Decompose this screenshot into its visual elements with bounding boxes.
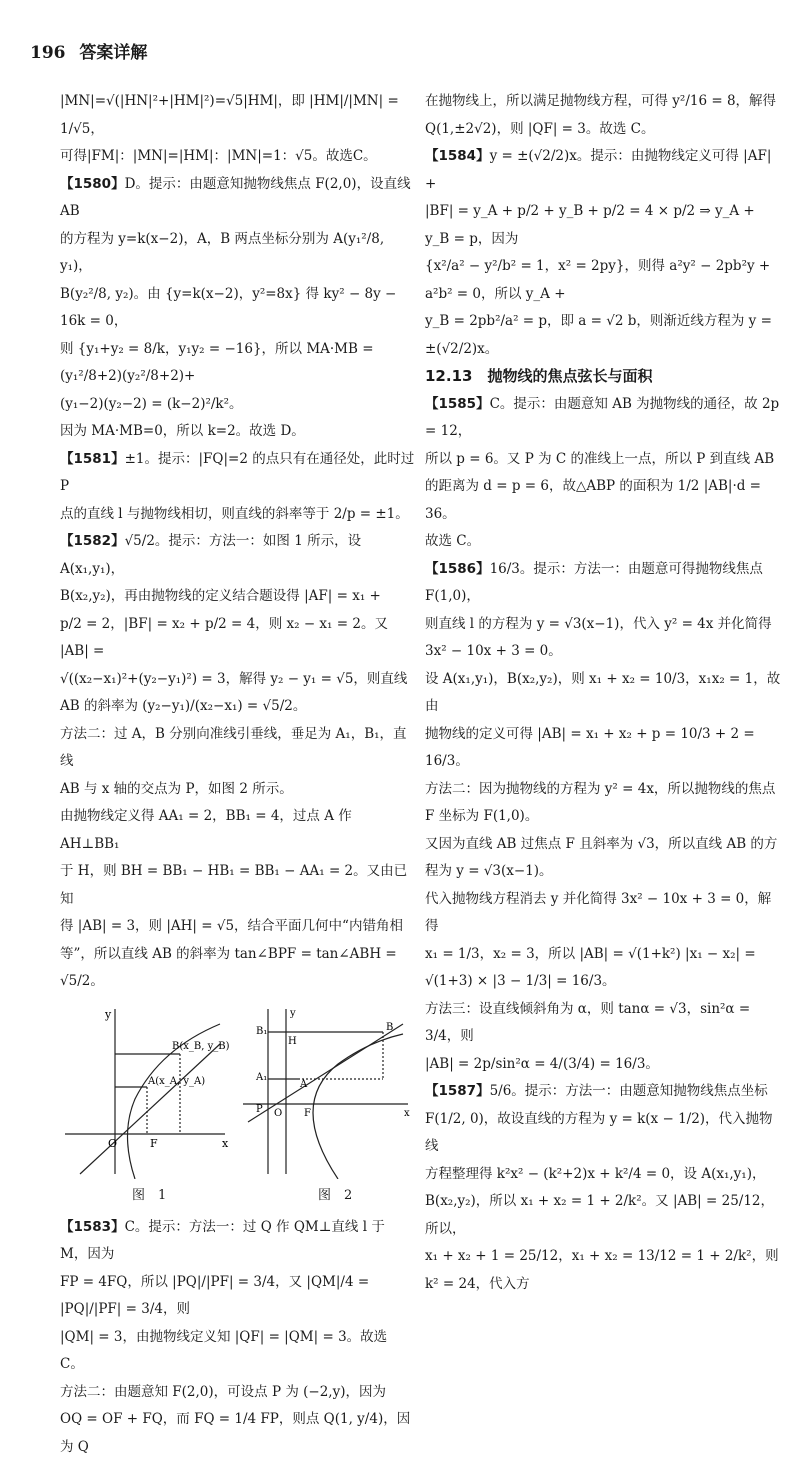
problem-1581: [60, 446, 415, 501]
label-b: B(x_B, y_B): [172, 1040, 230, 1052]
text-line: 5/6。提示：方法一：由题意知抛物线焦点坐标: [489, 1083, 768, 1099]
text-line: 故选 C。: [425, 533, 481, 549]
text-line: 方程整理得 k²x² − (k²+2)x + k²/4 = 0，设 A(x₁,y₁)，: [425, 1165, 766, 1182]
text-line: 点的直线 l 与抛物线相切，则直线的斜率等于 2/p = ±1。: [60, 505, 409, 522]
figure-1: [60, 1004, 230, 1179]
page-title: 答案详解: [79, 43, 148, 63]
text-line: 方法二：因为抛物线的方程为 y² = 4x，所以抛物线的焦点: [425, 780, 776, 797]
label-b1: B₁: [256, 1025, 268, 1037]
text-line: D。提示：由题意知抛物线焦点 F(2,0)，设直线 AB: [60, 175, 411, 219]
problem-id: 【1585】: [425, 395, 490, 412]
label-a: A(x_A, y_A): [148, 1075, 206, 1087]
left-column: [60, 88, 415, 1461]
problem-id: 【1582】: [60, 533, 125, 549]
text-line: 又因为直线 AB 过焦点 F 且斜率为 √3，所以直线 AB 的方: [425, 835, 778, 852]
text-line: AB 与 x 轴的交点为 P，如图 2 所示。: [60, 780, 293, 797]
text-line: 方法二：由题意知 F(2,0)，可设点 P 为 (−2,y)，因为: [60, 1383, 386, 1400]
text-line: √5/2。提示：方法一：如图 1 所示，设 A(x₁,y₁)，: [60, 533, 362, 577]
problem-id: 【1584】: [425, 148, 490, 164]
text-line: {x²/a² − y²/b² = 1，x² = 2py}，则得 a²y² − 2pb²y + a²b² = 0，所以 y_A +: [425, 258, 771, 302]
text-line: F(1/2, 0)，故设直线的方程为 y = k(x − 1/2)，代入抛物线: [425, 1110, 773, 1154]
text-line: 方法二：过 A，B 分别向准线引垂线，垂足为 A₁，B₁，直线: [60, 725, 407, 769]
text-line: √((x₂−x₁)²+(y₂−y₁)²) = 3，解得 y₂ − y₁ = √5，则直线: [60, 670, 408, 687]
text-line: 16/3。提示：方法一：由题意可得抛物线焦点 F(1,0)，: [425, 560, 763, 604]
text-line: B(x₂,y₂)，所以 x₁ + x₂ = 1 + 2/k²。又 |AB| = 25/12，所以，: [425, 1193, 775, 1237]
label-f: F: [150, 1136, 158, 1150]
label-b: B: [386, 1021, 394, 1033]
label-y: y: [105, 1007, 112, 1021]
text-line: 可得|FM|：|MN|=|HM|：|MN|=1：√5。故选C。: [60, 148, 377, 164]
problem-id: 【1586】: [425, 560, 490, 577]
problem-1587: [425, 1078, 783, 1106]
text-line: 抛物线的定义可得 |AB| = x₁ + x₂ + p = 10/3 + 2 = 16/3。: [425, 725, 755, 769]
text-line: 则 {y₁+y₂ = 8/k，y₁y₂ = −16}，所以 MA·MB = (y₁²/8+2)(y₂²/8+2)+: [60, 340, 374, 384]
text-line: p/2 = 2，|BF| = x₂ + p/2 = 4，则 x₂ − x₁ = 2。又 |AB| =: [60, 615, 388, 659]
text-line: C。提示：方法一：过 Q 作 QM⊥直线 l 于 M，因为: [60, 1218, 385, 1262]
text-line: B(x₂,y₂)，再由抛物线的定义结合题设得 |AF| = x₁ +: [60, 588, 381, 604]
problem-1586: [425, 556, 783, 611]
label-f: F: [304, 1107, 311, 1119]
text-line: 于 H，则 BH = BB₁ − HB₁ = BB₁ − AA₁ = 2。又由已知: [60, 863, 408, 907]
right-column: [425, 88, 783, 1298]
problem-1584: [425, 143, 783, 198]
problem-id: 【1580】: [60, 175, 125, 192]
text-line: Q(1,±2√2)，则 |QF| = 3。故选 C。: [425, 120, 655, 137]
text-line: 由抛物线定义得 AA₁ = 2，BB₁ = 4，过点 A 作 AH⊥BB₁: [60, 808, 352, 852]
figures: [60, 1004, 415, 1204]
problem-1585: [425, 391, 783, 446]
problem-1582: [60, 528, 415, 583]
page-header: [30, 38, 155, 63]
text-line: y = ±(√2/2)x。提示：由抛物线定义可得 |AF| +: [425, 148, 772, 192]
label-o: O: [274, 1107, 283, 1119]
text-line: 在抛物线上，所以满足抛物线方程，可得 y²/16 = 8，解得: [425, 93, 777, 109]
text-line: √(1+3) × |3 − 1/3| = 16/3。: [425, 973, 616, 989]
label-a: A: [300, 1078, 308, 1090]
label-x: x: [222, 1136, 229, 1150]
text-line: AB 的斜率为 (y₂−y₁)/(x₂−x₁) = √5/2。: [60, 698, 307, 714]
label-y: y: [290, 1007, 296, 1019]
label-x: x: [404, 1107, 410, 1119]
text-line: y_B = 2pb²/a² = p，即 a = √2 b，则渐近线方程为 y = ±(√2/2)x。: [425, 313, 772, 357]
text-line: |QM| = 3，由抛物线定义知 |QF| = |QM| = 3。故选 C。: [60, 1328, 388, 1372]
problem-1583: [60, 1214, 415, 1269]
text-line: |AB| = 2p/sin²α = 4/(3/4) = 16/3。: [425, 1055, 659, 1072]
label-p: P: [256, 1103, 263, 1115]
text-line: C。提示：由题意知 AB 为抛物线的通径，故 2p = 12，: [425, 395, 780, 439]
label-h: H: [288, 1035, 297, 1047]
problem-id: 【1587】: [425, 1083, 490, 1099]
text-line: 方法三：设直线倾斜角为 α，则 tanα = √3，sin²α = 3/4，则: [425, 1000, 751, 1044]
problem-id: 【1583】: [60, 1218, 125, 1235]
text-line: 的方程为 y=k(x−2)，A，B 两点坐标分别为 A(y₁²/8, y₁)，: [60, 230, 385, 274]
text-line: 得 |AB| = 3，则 |AH| = √5，结合平面几何中“内错角相: [60, 918, 403, 934]
text-line: FP = 4FQ，所以 |PQ|/|PF| = 3/4，又 |QM|/4 = |PQ|/|PF| = 3/4，则: [60, 1273, 370, 1317]
problem-id: 【1581】: [60, 450, 125, 467]
text-line: ±1。提示：|FQ|=2 的点只有在通径处，此时过 P: [60, 450, 415, 494]
text-line: B(y₂²/8, y₂)。由 {y=k(x−2)，y²=8x} 得 ky² − 8y − 16k = 0，: [60, 285, 397, 329]
label-a1: A₁: [256, 1071, 268, 1083]
figure-2-caption: 图 2: [318, 1187, 353, 1203]
text-line: |MN|=√(|HN|²+|HM|²)=√5|HM|，即 |HM|/|MN| = 1/√5，: [60, 93, 399, 137]
page-number: 196: [30, 43, 66, 63]
figure-1-caption: 图 1: [132, 1187, 167, 1203]
figure-2: [238, 1004, 413, 1179]
text-line: 所以 p = 6。又 P 为 C 的准线上一点，所以 P 到直线 AB: [425, 450, 775, 467]
text-line: |BF| = y_A + p/2 + y_B + p/2 = 4 × p/2 ⇒ y_A + y_B = p，因为: [425, 203, 755, 247]
text-line: 的距离为 d = p = 6，故△ABP 的面积为 1/2 |AB|·d = 36。: [425, 478, 761, 522]
problem-1580: [60, 171, 415, 226]
text-line: x₁ + x₂ + 1 = 25/12，x₁ + x₂ = 13/12 = 1 + 2/k²，则 k² = 24，代入方: [425, 1248, 779, 1292]
text-line: OQ = OF + FQ，而 FQ = 1/4 FP，则点 Q(1, y/4)，因为 Q: [60, 1411, 411, 1455]
text-line: 因为 MA·MB=0，所以 k=2。故选 D。: [60, 423, 305, 439]
label-o: O: [108, 1136, 118, 1150]
section-heading: 12.13 抛物线的焦点弦长与面积: [425, 367, 653, 385]
text-line: 设 A(x₁,y₁)，B(x₂,y₂)，则 x₁ + x₂ = 10/3，x₁x₂ = 1，故由: [425, 670, 781, 714]
text-line: 程为 y = √3(x−1)。: [425, 863, 553, 879]
text-line: x₁ = 1/3，x₂ = 3，所以 |AB| = √(1+k²) |x₁ − x₂| =: [425, 945, 756, 962]
text-line: 3x² − 10x + 3 = 0。: [425, 643, 562, 659]
text-line: 代入抛物线方程消去 y 并化简得 3x² − 10x + 3 = 0，解得: [425, 890, 772, 934]
text-line: (y₁−2)(y₂−2) = (k−2)²/k²。: [60, 395, 243, 412]
text-line: F 坐标为 F(1,0)。: [425, 808, 539, 824]
text-line: 等”，所以直线 AB 的斜率为 tan∠BPF = tan∠ABH = √5/2。: [60, 945, 397, 989]
text-line: 则直线 l 的方程为 y = √3(x−1)，代入 y² = 4x 并化简得: [425, 615, 772, 632]
